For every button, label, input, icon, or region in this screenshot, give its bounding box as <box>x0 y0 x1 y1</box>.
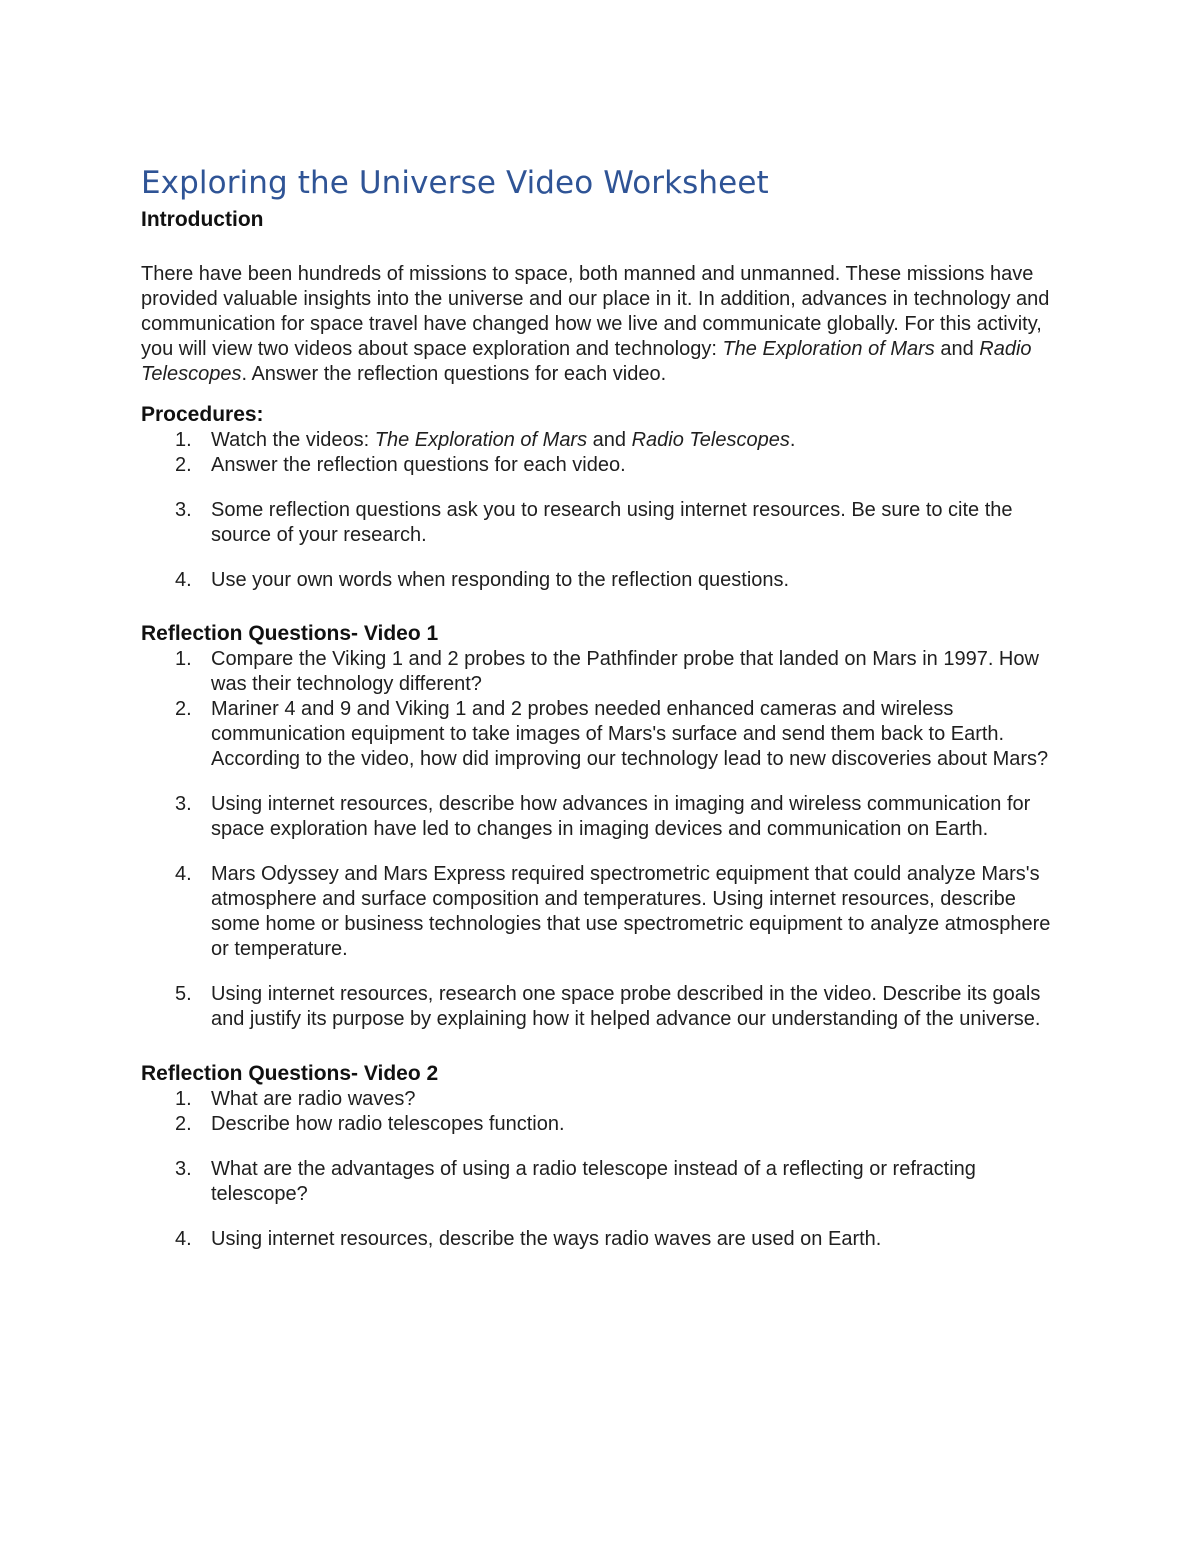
list-number: 1. <box>175 1088 192 1110</box>
intro-text-and: and <box>934 338 980 360</box>
intro-text-part2: . Answer the reflection questions for each video. <box>241 363 667 385</box>
question-text: Describe how radio telescopes function. <box>211 1113 565 1135</box>
list-number: 1. <box>175 429 192 451</box>
procedure-text-and: and <box>587 429 632 451</box>
list-number: 4. <box>175 569 192 591</box>
list-item <box>141 498 1066 548</box>
list-item <box>141 428 1066 453</box>
procedure-video1-title: The Exploration of Mars <box>374 429 588 451</box>
intro-video1-title: The Exploration of Mars <box>722 338 935 360</box>
list-item <box>141 568 1066 593</box>
list-item <box>141 697 1066 772</box>
question-text: What are the advantages of using a radio telescope instead of a reflecting or refracting telescope? <box>211 1158 976 1205</box>
question-text: Using internet resources, describe how advances in imaging and wireless communication for space exploration have led to changes in imaging devices and communication on Earth. <box>211 793 1031 840</box>
question-text: Using internet resources, describe the ways radio waves are used on Earth. <box>211 1228 882 1250</box>
list-number: 1. <box>175 648 192 670</box>
intro-video2-title: Radio Telescopes <box>141 338 1032 385</box>
video1-questions-list <box>141 647 1066 1032</box>
video2-questions-list <box>141 1087 1066 1252</box>
list-number: 4. <box>175 1228 192 1250</box>
question-text: Mars Odyssey and Mars Express required spectrometric equipment that could analyze Mars's atmosphere and surface composition and temperatures. Using internet resources, describe some home or business technologies that use spectrometric equipment to analyze atmosphere or temperature. <box>211 863 1051 960</box>
list-item <box>141 1157 1066 1207</box>
list-number: 5. <box>175 983 192 1005</box>
list-number: 2. <box>175 454 192 476</box>
list-number: 2. <box>175 1113 192 1135</box>
intro-text-part1: There have been hundreds of missions to space, both manned and unmanned. These missions have provided valuable insights into the universe and our place in it. In addition, advances in technology and communication for space travel have changed how we live and communicate globally. For this activity, you will view two videos about space exploration and technology: <box>141 263 1050 360</box>
procedure-text: Use your own words when responding to the reflection questions. <box>211 569 790 591</box>
list-item <box>141 792 1066 842</box>
procedure-video2-title: Radio Telescopes <box>631 429 790 451</box>
list-item <box>141 1227 1066 1252</box>
question-text: Mariner 4 and 9 and Viking 1 and 2 probes needed enhanced cameras and wireless communication equipment to take images of Mars's surface and send them back to Earth. According to the video, how did improving our technology lead to new discoveries about Mars? <box>211 698 1049 770</box>
list-item <box>141 647 1066 697</box>
procedure-text-end: . <box>789 429 796 451</box>
list-item <box>141 453 1066 478</box>
list-item <box>141 1112 1066 1137</box>
list-number: 2. <box>175 698 192 720</box>
introduction-paragraph <box>141 262 1066 387</box>
video1-questions-heading: Reflection Questions- Video 1 <box>141 622 439 645</box>
list-item <box>141 982 1066 1032</box>
video2-questions-heading: Reflection Questions- Video 2 <box>141 1062 439 1085</box>
list-number: 3. <box>175 499 192 521</box>
procedure-text: Answer the reflection questions for each video. <box>211 454 626 476</box>
list-number: 3. <box>175 1158 192 1180</box>
question-text: Using internet resources, research one space probe described in the video. Describe its goals and justify its purpose by explaining how it helped advance our understanding of the universe. <box>211 983 1041 1030</box>
list-item <box>141 1087 1066 1112</box>
list-item <box>141 862 1066 962</box>
procedure-text: Watch the videos: <box>211 429 375 451</box>
document-page <box>141 163 1066 1252</box>
question-text: What are radio waves? <box>211 1088 416 1110</box>
document-title: Exploring the Universe Video Worksheet <box>141 165 769 201</box>
list-number: 4. <box>175 863 192 885</box>
procedures-list <box>141 428 1066 593</box>
procedures-heading: Procedures: <box>141 403 264 426</box>
introduction-heading: Introduction <box>141 208 264 231</box>
list-number: 3. <box>175 793 192 815</box>
procedure-text: Some reflection questions ask you to research using internet resources. Be sure to cite the source of your research. <box>211 499 1013 546</box>
question-text: Compare the Viking 1 and 2 probes to the Pathfinder probe that landed on Mars in 1997. How was their technology different? <box>211 648 1039 695</box>
